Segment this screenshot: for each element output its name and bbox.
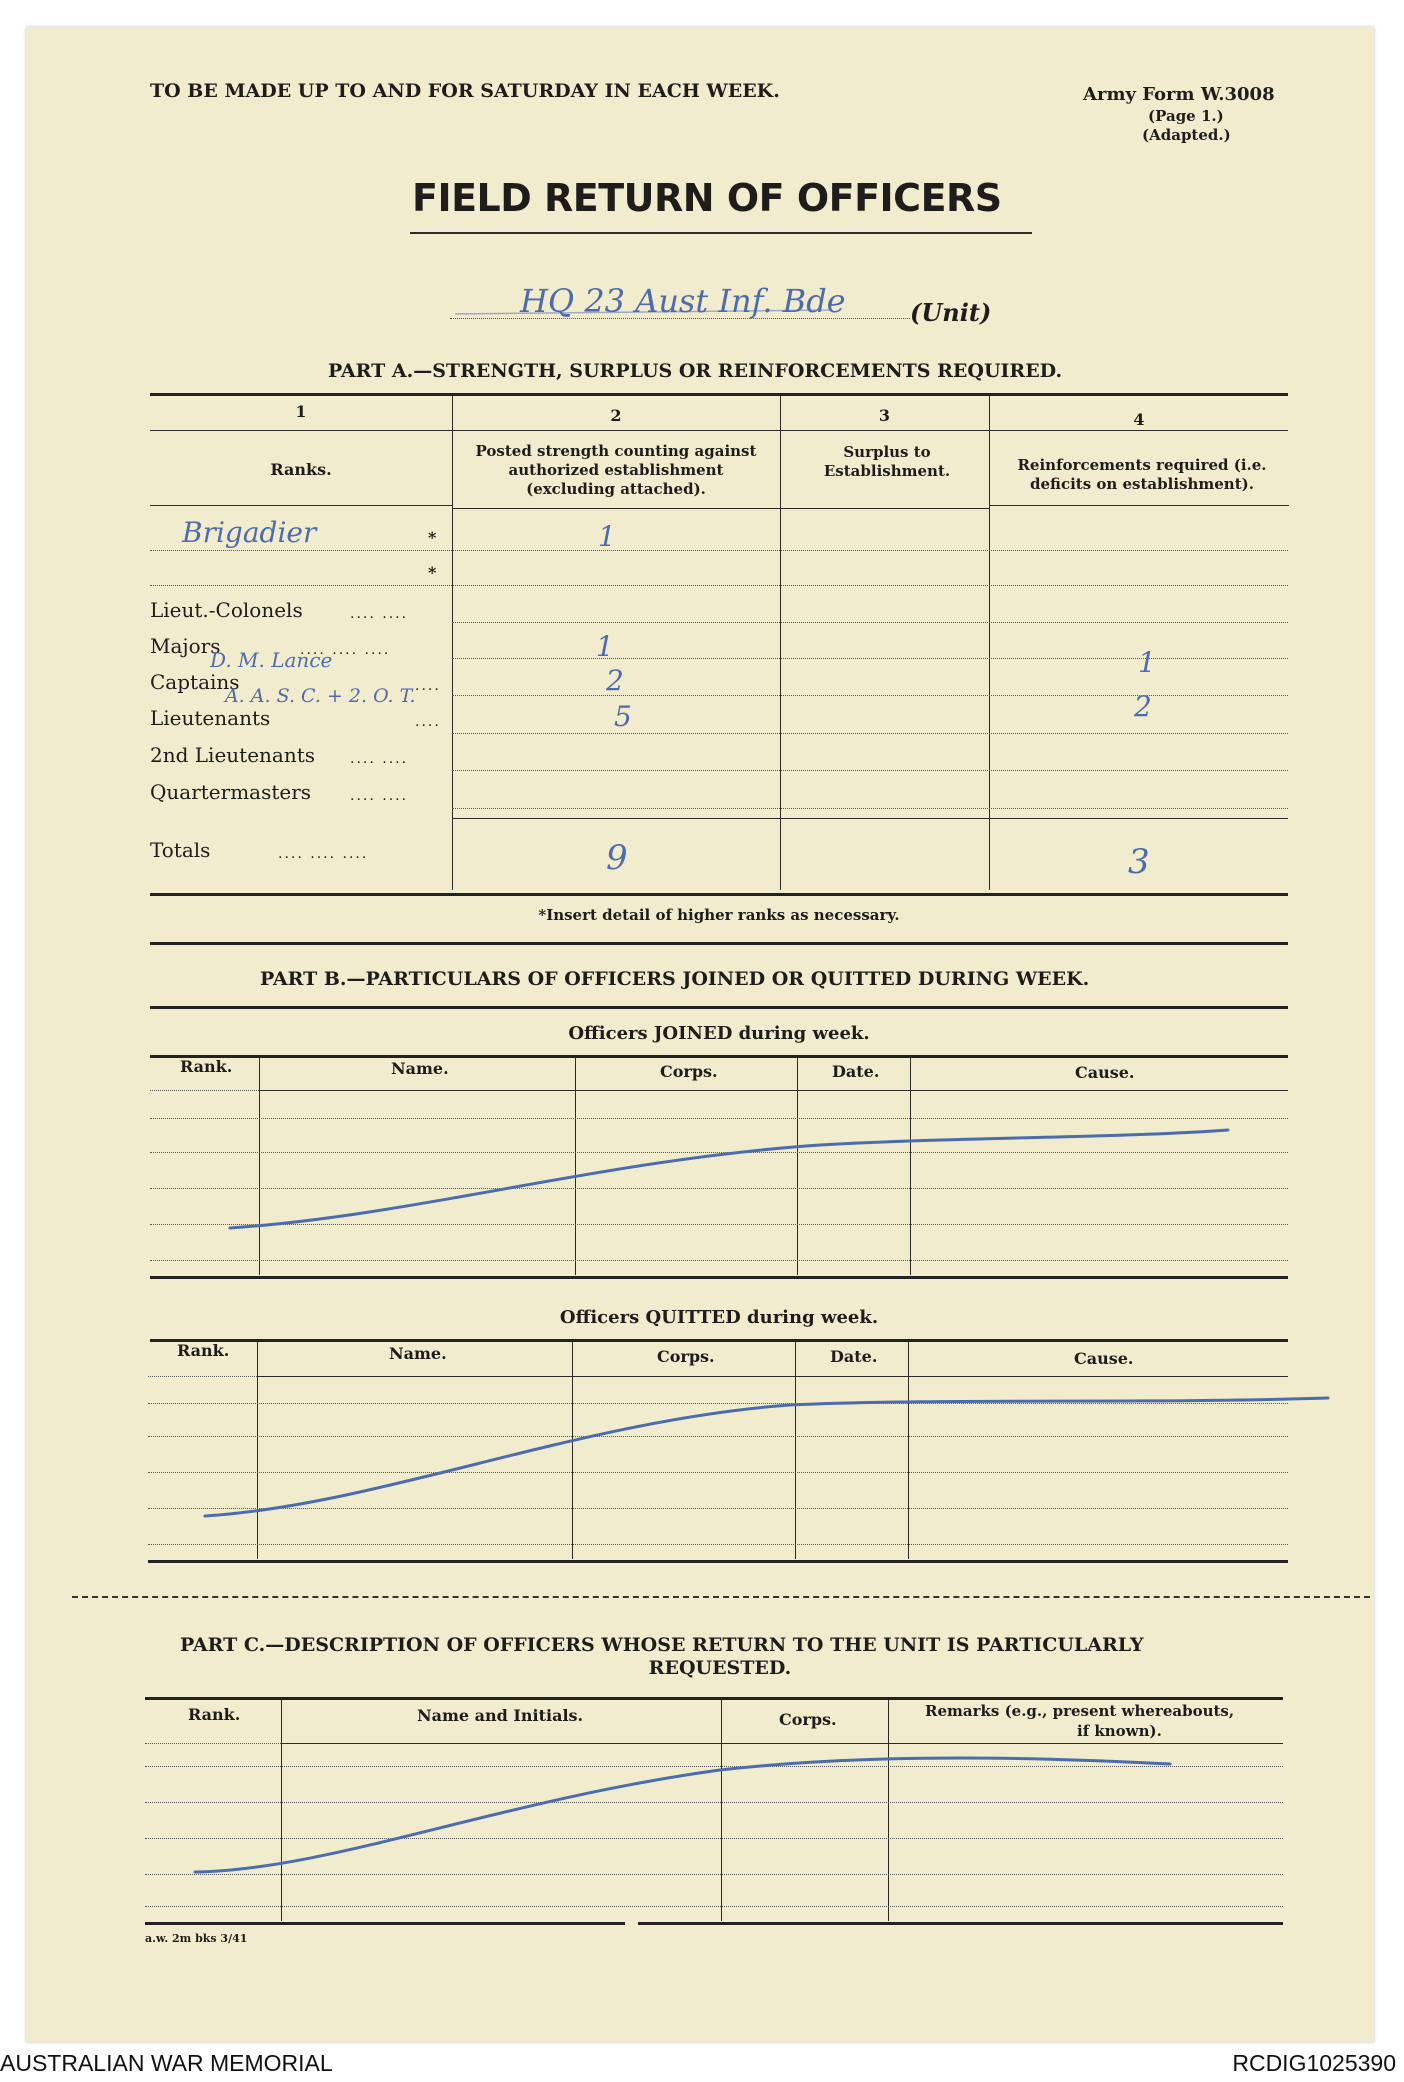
quitted-title: Officers QUITTED during week. bbox=[559, 1307, 879, 1328]
quitted-top-rule bbox=[150, 1339, 1288, 1342]
unit-label: (Unit) bbox=[910, 298, 992, 327]
posted-brigadier: 1 bbox=[598, 520, 616, 553]
part-c-col-name: Name and Initials. bbox=[417, 1706, 584, 1725]
part-c-title-line2: REQUESTED. bbox=[648, 1657, 792, 1679]
cut-line bbox=[72, 1596, 1370, 1598]
joined-title: Officers JOINED during week. bbox=[568, 1023, 870, 1044]
title-underline bbox=[410, 232, 1032, 234]
part-a-footnote: *Insert detail of higher ranks as necessary. bbox=[538, 906, 900, 924]
col-num-2: 2 bbox=[610, 406, 622, 425]
rank-lieutenants: Lieutenants bbox=[150, 706, 271, 730]
ranks-header: Ranks. bbox=[270, 460, 332, 479]
quitted-col-rank: Rank. bbox=[177, 1341, 230, 1360]
part-a-top-rule bbox=[150, 393, 1288, 396]
part-c-col-remarks: Remarks (e.g., present whereabouts, bbox=[925, 1702, 1235, 1720]
posted-lieutenants: 5 bbox=[614, 700, 632, 733]
posted-header: Posted strength counting against authorized establishment (excluding attached). bbox=[475, 442, 757, 498]
part-c-bottom-rule-left bbox=[145, 1922, 625, 1925]
quitted-col-cause: Cause. bbox=[1074, 1349, 1134, 1368]
part-a-title: PART A.—STRENGTH, SURPLUS OR REINFORCEMENTS REQUIRED. bbox=[328, 360, 1063, 382]
joined-col-date: Date. bbox=[832, 1062, 880, 1081]
posted-majors: 1 bbox=[596, 630, 614, 663]
quitted-col-name: Name. bbox=[389, 1344, 447, 1363]
quitted-col-date: Date. bbox=[830, 1347, 878, 1366]
part-c-col-corps: Corps. bbox=[779, 1710, 837, 1729]
quitted-bottom-rule bbox=[148, 1560, 1288, 1563]
rank-majors: Majors bbox=[150, 634, 221, 658]
part-a-end-rule bbox=[150, 942, 1288, 945]
rank-captains: Captains bbox=[150, 670, 240, 694]
surplus-header: Surplus to Establishment. bbox=[823, 443, 951, 480]
part-c-bottom-rule-right bbox=[638, 1922, 1283, 1925]
part-a-bottom-rule bbox=[150, 893, 1288, 896]
col-num-3: 3 bbox=[878, 406, 891, 425]
hand-note-1: D. M. Lance bbox=[210, 648, 333, 672]
totals-reinf: 3 bbox=[1128, 842, 1150, 882]
asterisk-2: * bbox=[428, 563, 437, 582]
instruction-line: TO BE MADE UP TO AND FOR SATURDAY IN EACH WEEK. bbox=[150, 80, 780, 102]
form-page: (Page 1.) bbox=[1148, 107, 1224, 125]
rank-brigadier-handwritten: Brigadier bbox=[182, 516, 317, 549]
form-adapted: (Adapted.) bbox=[1142, 126, 1231, 144]
joined-top-rule bbox=[150, 1055, 1288, 1058]
print-code: a.w. 2m bks 3/41 bbox=[145, 1932, 248, 1945]
col-num-1: 1 bbox=[295, 402, 307, 421]
footer-id: RCDIG1025390 bbox=[1232, 2050, 1396, 2076]
reinf-majors: 1 bbox=[1138, 646, 1156, 679]
asterisk-1: * bbox=[428, 528, 437, 547]
rank-lieut-colonels: Lieut.-Colonels bbox=[150, 598, 303, 622]
joined-bottom-rule bbox=[150, 1276, 1288, 1279]
col-num-4: 4 bbox=[1133, 410, 1145, 429]
rank-2nd-lieutenants: 2nd Lieutenants bbox=[150, 743, 316, 767]
part-b-title-rule bbox=[150, 1006, 1288, 1009]
posted-captains: 2 bbox=[606, 664, 624, 697]
form-number: Army Form W.3008 bbox=[1083, 84, 1275, 105]
joined-col-rank: Rank. bbox=[180, 1057, 233, 1076]
part-c-col-remarks-2: if known). bbox=[1077, 1722, 1162, 1740]
totals-label: Totals bbox=[150, 838, 211, 862]
totals-posted: 9 bbox=[606, 838, 628, 878]
part-c-top-rule bbox=[145, 1697, 1283, 1700]
reinforcements-header: Reinforcements required (i.e. deficits on establishment). bbox=[1017, 456, 1267, 493]
quitted-col-corps: Corps. bbox=[657, 1347, 715, 1366]
part-c-col-rank: Rank. bbox=[188, 1705, 241, 1724]
footer-credit: AUSTRALIAN WAR MEMORIAL bbox=[0, 2050, 333, 2076]
part-b-title: PART B.—PARTICULARS OF OFFICERS JOINED OR QUITTED DURING WEEK. bbox=[260, 968, 1090, 990]
unit-dotted-line bbox=[450, 318, 910, 319]
reinf-captains: 2 bbox=[1134, 690, 1152, 723]
page-title: FIELD RETURN OF OFFICERS bbox=[412, 176, 1002, 220]
rank-quartermasters: Quartermasters bbox=[150, 780, 312, 804]
joined-col-cause: Cause. bbox=[1075, 1063, 1135, 1082]
part-c-title-line1: PART C.—DESCRIPTION OF OFFICERS WHOSE RETURN TO THE UNIT IS PARTICULARLY bbox=[180, 1634, 1144, 1656]
col-number-rule bbox=[150, 430, 1288, 431]
joined-col-corps: Corps. bbox=[660, 1062, 718, 1081]
header-rule bbox=[452, 508, 989, 509]
hand-note-2: A. A. S. C. + 2. O. T. bbox=[225, 685, 416, 707]
joined-col-name: Name. bbox=[391, 1059, 449, 1078]
unit-handwritten: HQ 23 Aust Inf. Bde bbox=[520, 282, 846, 320]
